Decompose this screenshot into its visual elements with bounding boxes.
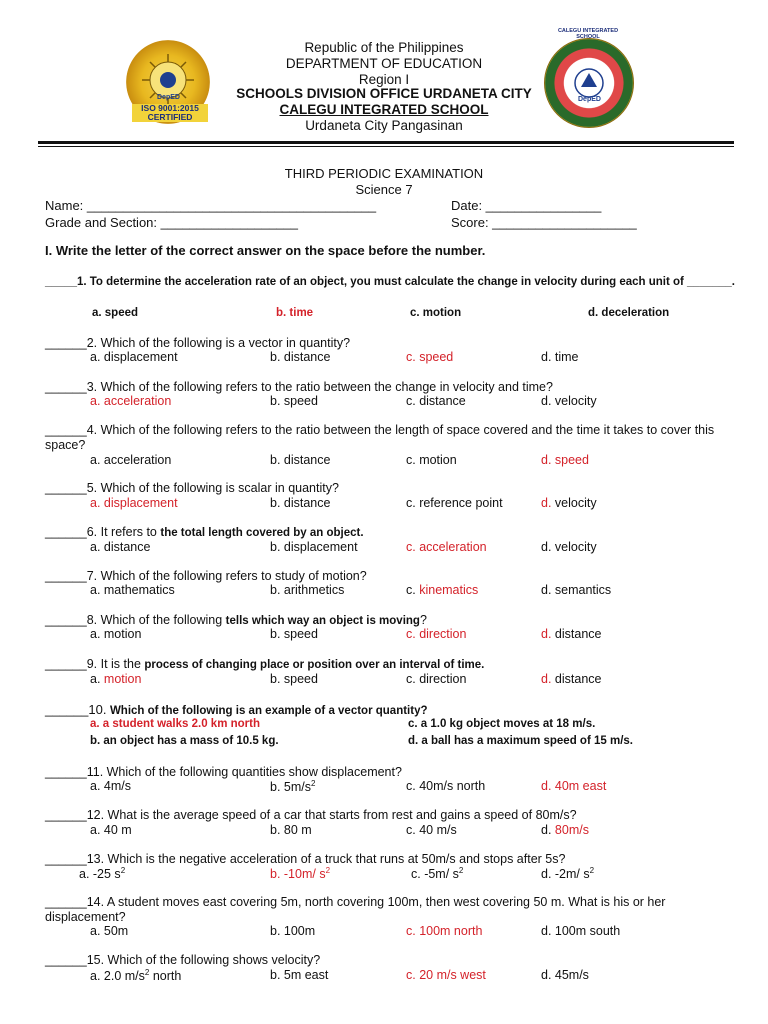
q5-option-b[interactable]: b. distance [270,496,331,510]
q9-option-a[interactable] [90,672,141,686]
q13-option-b-label: b. -10m/ s [270,867,326,882]
question-11: ______11. Which of the following quantities show displacement? [45,765,402,779]
q10-option-d[interactable]: d. a ball has a maximum speed of 15 m/s. [408,735,633,747]
question-13: ______13. Which is the negative acceleration of a truck that runs at 50m/s and stops after 5s? [45,852,566,866]
q11-option-b-label: b. 5m/s [270,780,311,795]
question-6 [45,525,364,541]
q11-superscript: 2 [311,779,316,788]
q13-d-superscript: 2 [589,866,595,875]
q6-option-b[interactable]: b. displacement [270,540,358,554]
q6-option-c[interactable]: c. acceleration [406,540,487,554]
q13-option-a[interactable] [79,866,125,881]
q5-option-d-prefix: d. [541,496,552,510]
q11-option-d[interactable]: d. 40m east [541,779,607,793]
iso-certified-text: ISO 9001:2015 CERTIFIED [132,104,208,122]
q9-option-d[interactable] [541,672,601,686]
q8-option-d[interactable] [541,627,601,641]
header-divider-thin [38,146,734,147]
grade-section-field[interactable]: Grade and Section: ___________________ [45,215,298,230]
header-divider [38,141,734,144]
question-7: ______7. Which of the following refers to study of motion? [45,569,367,583]
q10-option-b[interactable]: b. an object has a mass of 10.5 kg. [90,735,279,747]
q3-option-c[interactable]: c. distance [406,394,466,408]
q13-b-superscript: 2 [325,866,331,875]
q14-option-b[interactable]: b. 100m [270,924,316,938]
q3-option-b[interactable]: b. speed [270,394,318,408]
q7-option-b[interactable]: b. arithmetics [270,583,345,597]
q11-option-c[interactable]: c. 40m/s north [406,779,486,793]
q8-option-d-prefix: d. [541,627,552,641]
q9-text-a: ______9. It is the [45,657,145,671]
q12-option-d-prefix: d. [541,823,552,837]
q5-option-c[interactable]: c. reference point [406,496,503,510]
q15-superscript: 2 [144,968,150,977]
q6-option-a[interactable]: a. distance [90,540,151,554]
q10-text-a: ______10. [45,702,107,717]
q2-option-d[interactable]: d. time [541,350,579,364]
q4-option-a[interactable]: a. acceleration [90,453,172,467]
score-field[interactable]: Score: ____________________ [451,215,637,230]
question-10 [45,702,428,719]
q11-option-b[interactable] [270,779,315,794]
right-seal-ring-text: CALEGU INTEGRATED SCHOOL [557,28,619,40]
q11-option-a[interactable]: a. 4m/s [90,779,131,793]
q6-text-b: the total length covered by an object. [160,527,364,539]
q12-option-a[interactable]: a. 40 m [90,823,132,837]
q6-text-a: ______6. It refers to [45,525,161,539]
question-12: ______12. What is the average speed of a car that starts from rest and gains a speed of 80m/s? [45,808,577,822]
q8-text-a: ______8. Which of the following [45,613,226,627]
question-1: _____1. To determine the acceleration rate of an object, you must calculate the change in velocity during each unit of _______. [45,276,736,288]
q15-option-d[interactable]: d. 45m/s [541,968,589,982]
q15-option-a-label: a. 2.0 m/s [90,969,145,984]
question-3: ______3. Which of the following refers to the ratio between the change in velocity and time? [45,380,553,394]
q13-option-d[interactable] [541,866,594,881]
q9-text-b: process of changing place or position over an interval of time. [144,659,485,671]
q9-option-d-label: distance [554,672,602,686]
q14-option-d[interactable]: d. 100m south [541,924,621,938]
date-field[interactable]: Date: ________________ [451,198,602,213]
q5-option-d-label: velocity [554,496,597,510]
question-5: ______5. Which of the following is scalar in quantity? [45,481,339,495]
q1-option-b[interactable]: b. time [276,307,314,319]
q8-option-b[interactable]: b. speed [270,627,318,641]
q2-option-c[interactable]: c. speed [406,350,454,364]
q7-option-c[interactable] [406,583,478,597]
question-2: ______2. Which of the following is a vector in quantity? [45,336,351,350]
name-field[interactable]: Name: ________________________________________ [45,198,377,213]
q9-option-d-prefix: d. [541,672,552,686]
region-line: Region I [358,72,410,87]
q15-option-a[interactable] [90,968,181,983]
q4-option-b[interactable]: b. distance [270,453,331,467]
q10-option-a[interactable]: a. a student walks 2.0 km north [90,718,260,730]
republic-line: Republic of the Philippines [304,40,464,55]
q7-option-a[interactable]: a. mathematics [90,583,175,597]
question-4: ______4. Which of the following refers to the ratio between the length of space covered and the time it takes to cover this space? [45,423,715,452]
q4-option-d[interactable]: d. speed [541,453,589,467]
q9-option-c[interactable]: c. direction [406,672,467,686]
q9-option-b[interactable]: b. speed [270,672,318,686]
q1-option-a[interactable]: a. speed [92,307,139,319]
q7-option-c-label: kinematics [419,583,479,597]
q13-option-b[interactable] [270,866,330,881]
q3-option-a[interactable]: a. acceleration [90,394,172,408]
q2-option-a[interactable]: a. displacement [90,350,178,364]
q8-option-d-label: distance [554,627,602,641]
q8-option-a[interactable]: a. motion [90,627,142,641]
division-line: SCHOOLS DIVISION OFFICE URDANETA CITY [236,86,532,101]
instruction-heading: I. Write the letter of the correct answer on the space before the number. [45,243,486,258]
question-14: ______14. A student moves east covering 5m, north covering 100m, then west covering 50 m. What is his or her displacement? [45,895,666,924]
q13-a-superscript: 2 [120,866,126,875]
q7-option-c-prefix: c. [406,583,416,597]
school-name: CALEGU INTEGRATED SCHOOL [279,102,489,117]
right-seal-label: DepED [578,96,601,103]
q2-option-b[interactable]: b. distance [270,350,331,364]
q1-option-c[interactable]: c. motion [410,307,462,319]
exam-subject: Science 7 [355,182,413,197]
q9-option-a-label: motion [103,672,142,686]
q14-option-c[interactable]: c. 100m north [406,924,483,938]
exam-title: THIRD PERIODIC EXAMINATION [284,166,484,181]
q5-option-a[interactable]: a. displacement [90,496,178,510]
q10-option-c[interactable]: c. a 1.0 kg object moves at 18 m/s. [408,718,596,730]
q15-option-b[interactable]: b. 5m east [270,968,329,982]
q13-option-c-label: c. -5m/ s [411,867,459,882]
left-seal-label: DepED [157,94,180,101]
q13-c-superscript: 2 [458,866,464,875]
q12-option-d[interactable] [541,823,589,837]
q12-option-b[interactable]: b. 80 m [270,823,312,837]
q1-option-d[interactable]: d. deceleration [588,307,670,319]
q12-option-d-label: 80m/s [554,823,589,837]
q4-option-c[interactable]: c. motion [406,453,457,467]
q13-option-d-label: d. -2m/ s [541,867,590,882]
q8-text-c: ? [419,613,427,627]
q3-option-d[interactable]: d. velocity [541,394,597,408]
q12-option-c[interactable]: c. 40 m/s [406,823,457,837]
q7-option-d[interactable]: d. semantics [541,583,612,597]
q15-option-a-suffix: north [152,969,182,984]
q15-option-c[interactable]: c. 20 m/s west [406,968,486,982]
q14-option-a[interactable]: a. 50m [90,924,129,938]
q8-option-c[interactable]: c. direction [406,627,467,641]
question-9 [45,657,484,673]
department-line: DEPARTMENT OF EDUCATION [285,56,483,71]
q5-option-d[interactable] [541,496,597,510]
q13-option-c[interactable] [411,866,463,881]
q9-option-a-prefix: a. [90,672,101,686]
q10-text-b: Which of the following is an example of a vector quantity? [109,705,428,717]
q13-option-a-label: a. -25 s [79,867,121,882]
school-address: Urdaneta City Pangasinan [305,118,463,133]
question-15: ______15. Which of the following shows velocity? [45,953,321,967]
q8-text-b: tells which way an object is moving [225,615,420,627]
q6-option-d[interactable]: d. velocity [541,540,597,554]
